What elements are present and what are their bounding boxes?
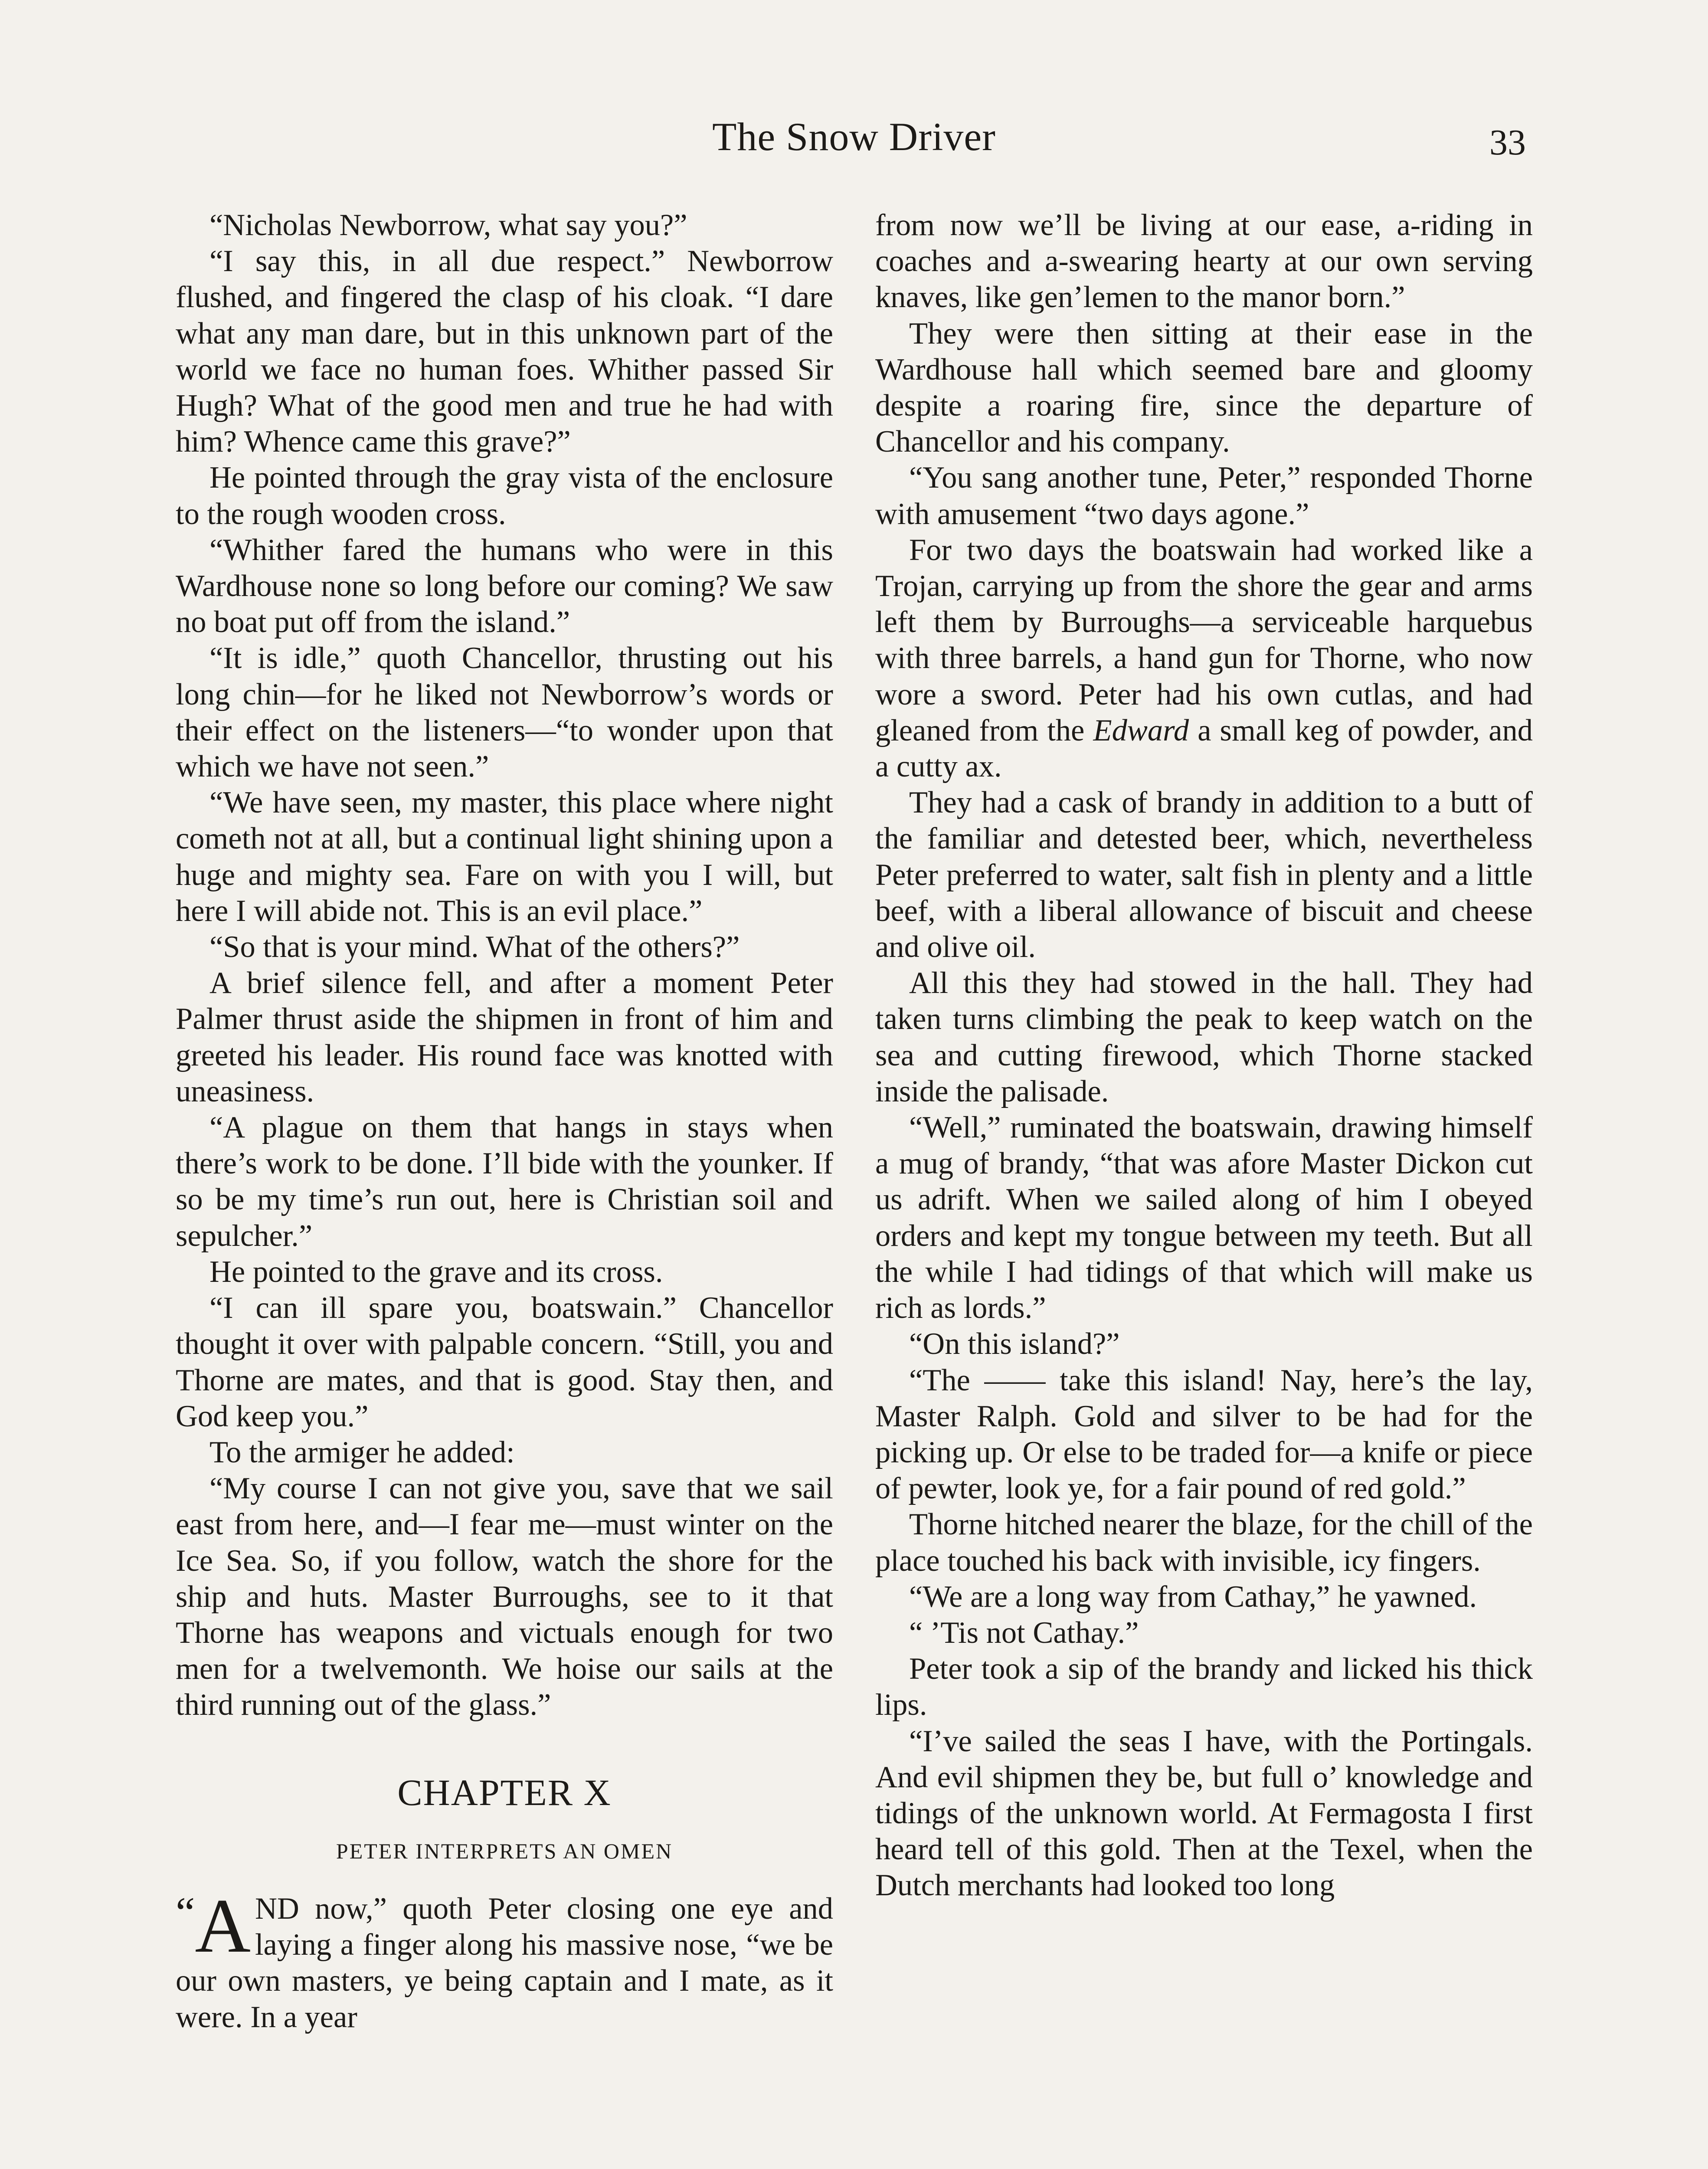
left-column: [176, 207, 833, 2035]
paragraph: “I’ve sailed the seas I have, with the Portingals. And evil shipmen they be, but full o’ knowledge and tidings of the unknown world. At Fermagosta I first heard tell of this gold. Then at the Texel, when the Dutch merchants had looked too long: [875, 1724, 1533, 1903]
paragraph: To the armiger he added:: [209, 1435, 515, 1469]
paragraph: “My course I can not give you, save that we sail east from here, and—I fear me—must winter on the Ice Sea. So, if you follow, watch the shore for the ship and huts. Master Burroughs, see to it that Thorne has weapons and victuals enough for two men for a twelvemonth. We hoise our sails at the third running out of the glass.”: [176, 1471, 833, 1722]
paragraph: “So that is your mind. What of the others?”: [209, 930, 740, 964]
running-title: The Snow Driver: [712, 115, 996, 159]
paragraph: “Whither fared the humans who were in this Wardhouse none so long before our coming? We saw no boat put off from the island.”: [176, 533, 833, 639]
paragraph: “I say this, in all due respect.” Newborrow flushed, and fingered the clasp of his cloak. “I dare what any man dare, but in this unknown part of the world we face no human foes. Whither passed Sir Hugh? What of the good men and true he had with him? Whence came this grave?”: [176, 244, 833, 459]
paragraph: He pointed to the grave and its cross.: [209, 1255, 663, 1289]
paragraph: He pointed through the gray vista of the enclosure to the rough wooden cross.: [176, 461, 833, 531]
drop-cap-quote: “: [176, 1888, 195, 1936]
paragraph: They had a cask of brandy in addition to a butt of the familiar and detested beer, which, nevertheless Peter preferred to water, salt fish in plenty and a little beef, with a liberal allowance of biscuit and cheese and olive oil.: [875, 786, 1533, 964]
opening-text: ND now,” quoth Peter closing one eye and laying a finger along his massive nose, “we be our own masters, ye being captain and I mate, as it were. In a year: [176, 1891, 833, 2034]
paragraph: Peter took a sip of the brandy and licked his thick lips.: [875, 1652, 1533, 1722]
paragraph: “I can ill spare you, boatswain.” Chancellor thought it over with palpable concern. “Still, you and Thorne are mates, and that is good. Stay then, and God keep you.”: [176, 1291, 833, 1433]
ship-name: Edward: [1093, 713, 1189, 747]
paragraph: “A plague on them that hangs in stays when there’s work to be done. I’ll bide with the younker. If so be my time’s run out, here is Christian soil and sepulcher.”: [176, 1111, 833, 1253]
paragraph: “Well,” ruminated the boatswain, drawing himself a mug of brandy, “that was afore Master Dickon cut us adrift. When we sailed along of him I obeyed orders and kept my tongue between my teeth. But all the while I had tidings of that which will make us rich as lords.”: [875, 1111, 1533, 1325]
paragraph: “Nicholas Newborrow, what say you?”: [209, 208, 687, 242]
paragraph: “It is idle,” quoth Chancellor, thrusting out his long chin—for he liked not Newborrow’s words or their effect on the listeners—“to wonder upon that which we have not seen.”: [176, 641, 833, 784]
drop-cap: [176, 1882, 251, 1969]
paragraph: All this they had stowed in the hall. They had taken turns climbing the peak to keep watch on the sea and cutting firewood, which Thorne stacked inside the palisade.: [875, 966, 1533, 1108]
paragraph: “The —— take this island! Nay, here’s the lay, Master Ralph. Gold and silver to be had for the picking up. Or else to be traded for—a knife or piece of pewter, look ye, for a fair pound of red gold.”: [875, 1363, 1533, 1506]
paragraph: “You sang another tune, Peter,” responded Thorne with amusement “two days agone.”: [875, 461, 1533, 531]
text-run: For two days the boatswain had worked like a Trojan, carrying up from the shore the gear and arms left them by Burroughs—a serviceable harquebus with three barrels, a hand gun for Thorne, who now wore a sword. Peter had his own cutlas, and had gleaned from the: [875, 533, 1533, 747]
drop-cap-letter: A: [195, 1882, 251, 1969]
paragraph: [875, 532, 1533, 785]
paragraph: Thorne hitched nearer the blaze, for the chill of the place touched his back with invisible, icy fingers.: [875, 1507, 1533, 1578]
text-run: a small keg of powder, and a cutty ax.: [875, 713, 1533, 784]
paragraph: “We have seen, my master, this place where night cometh not at all, but a continual light shining upon a huge and mighty sea. Fare on with you I will, but here I will abide not. This is an evil place.”: [176, 786, 833, 928]
paragraph: “ ’Tis not Cathay.”: [909, 1615, 1139, 1650]
paragraph: They were then sitting at their ease in the Wardhouse hall which seemed bare and gloomy despite a roaring fire, since the departure of Chancellor and his company.: [875, 316, 1533, 459]
chapter-subtitle: PETER INTERPRETS AN OMEN: [336, 1838, 673, 1863]
paragraph: “We are a long way from Cathay,” he yawned.: [909, 1579, 1477, 1614]
paragraph-continued: from now we’ll be living at our ease, a-riding in coaches and a-swearing hearty at our own serving knaves, like gen’lemen to the manor born.”: [875, 208, 1533, 315]
right-column: [875, 207, 1533, 1904]
paragraph: A brief silence fell, and after a moment Peter Palmer thrust aside the shipmen in front of him and greeted his leader. His round face was knotted with uneasiness.: [176, 966, 833, 1108]
chapter-opening-paragraph: [176, 1882, 833, 2035]
page-number: 33: [1489, 122, 1526, 163]
chapter-title: CHAPTER X: [397, 1771, 612, 1813]
paragraph: “On this island?”: [909, 1327, 1120, 1361]
